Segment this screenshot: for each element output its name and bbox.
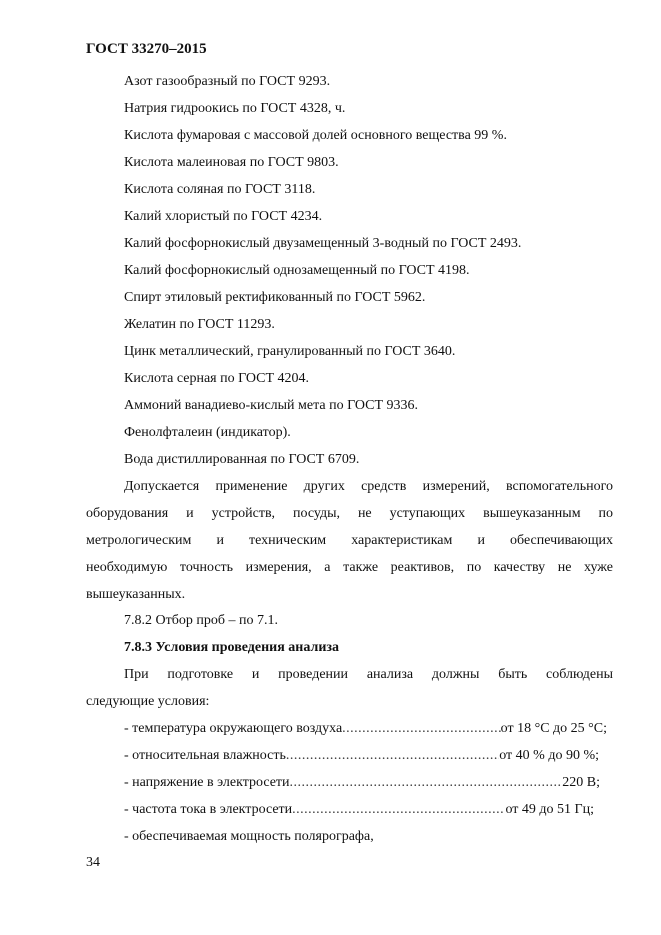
reagent-item: Калий фосфорнокислый однозамещенный по ГОСТ 4198. [124, 263, 470, 278]
reagent-item: Желатин по ГОСТ 11293. [124, 317, 275, 332]
reagent-item: Вода дистиллированная по ГОСТ 6709. [124, 452, 360, 467]
reagent-item: Спирт этиловый ректификованный по ГОСТ 5962. [124, 290, 426, 305]
condition-power: - обеспечиваемая мощность полярографа, [124, 829, 374, 844]
reagent-item: Кислота фумаровая с массовой долей основного вещества 99 %. [124, 128, 507, 143]
condition-value: от 49 до 51 Гц; [505, 802, 594, 817]
permission-paragraph-line: необходимую точность измерения, а также реактивов, по качеству не хуже [86, 560, 613, 575]
conditions-intro-line: следующие условия: [86, 694, 210, 709]
reagent-item: Аммоний ванадиево-кислый мета по ГОСТ 9336. [124, 398, 419, 413]
condition-voltage [124, 775, 600, 791]
reagent-item: Натрия гидроокись по ГОСТ 4328, ч. [124, 101, 346, 116]
dot-leader [342, 721, 501, 737]
conditions-intro-line: При подготовке и проведении анализа должны быть соблюдены [124, 667, 613, 682]
section-7-8-2: 7.8.2 Отбор проб – по 7.1. [124, 613, 278, 628]
permission-paragraph-line: метрологическим и техническим характеристикам и обеспечивающих [86, 533, 613, 548]
condition-frequency [124, 802, 594, 818]
document-header: ГОСТ 33270–2015 [86, 41, 207, 57]
permission-paragraph-last-line: вышеуказанных. [86, 587, 186, 602]
reagent-item: Кислота малеиновая по ГОСТ 9803. [124, 155, 339, 170]
condition-label: - относительная влажность [124, 748, 286, 763]
dot-leader [290, 775, 563, 791]
permission-paragraph-line: Допускается применение других средств измерений, вспомогательного [124, 479, 613, 494]
reagent-item: Кислота соляная по ГОСТ 3118. [124, 182, 316, 197]
reagent-item: Кислота серная по ГОСТ 4204. [124, 371, 310, 386]
section-7-8-3-title: 7.8.3 Условия проведения анализа [124, 640, 340, 655]
dot-leader [292, 802, 505, 818]
condition-temperature [124, 721, 607, 737]
condition-humidity [124, 748, 599, 764]
condition-label: - частота тока в электросети [124, 802, 293, 817]
condition-value: от 40 % до 90 %; [499, 748, 599, 763]
reagent-item: Калий фосфорнокислый двузамещенный 3-водный по ГОСТ 2493. [124, 236, 522, 251]
condition-value: 220 В; [562, 775, 600, 790]
reagent-item: Калий хлористый по ГОСТ 4234. [124, 209, 323, 224]
permission-paragraph-line: оборудования и устройств, посуды, не уступающих вышеуказанным по [86, 506, 613, 521]
reagent-item: Цинк металлический, гранулированный по ГОСТ 3640. [124, 344, 456, 359]
dot-leader [286, 748, 499, 764]
reagent-item: Фенолфталеин (индикатор). [124, 425, 291, 440]
condition-value: от 18 °С до 25 °С; [500, 721, 607, 736]
reagent-item: Азот газообразный по ГОСТ 9293. [124, 74, 331, 89]
page-number: 34 [86, 855, 100, 870]
condition-label: - температура окружающего воздуха [124, 721, 343, 736]
condition-label: - напряжение в электросети [124, 775, 290, 790]
